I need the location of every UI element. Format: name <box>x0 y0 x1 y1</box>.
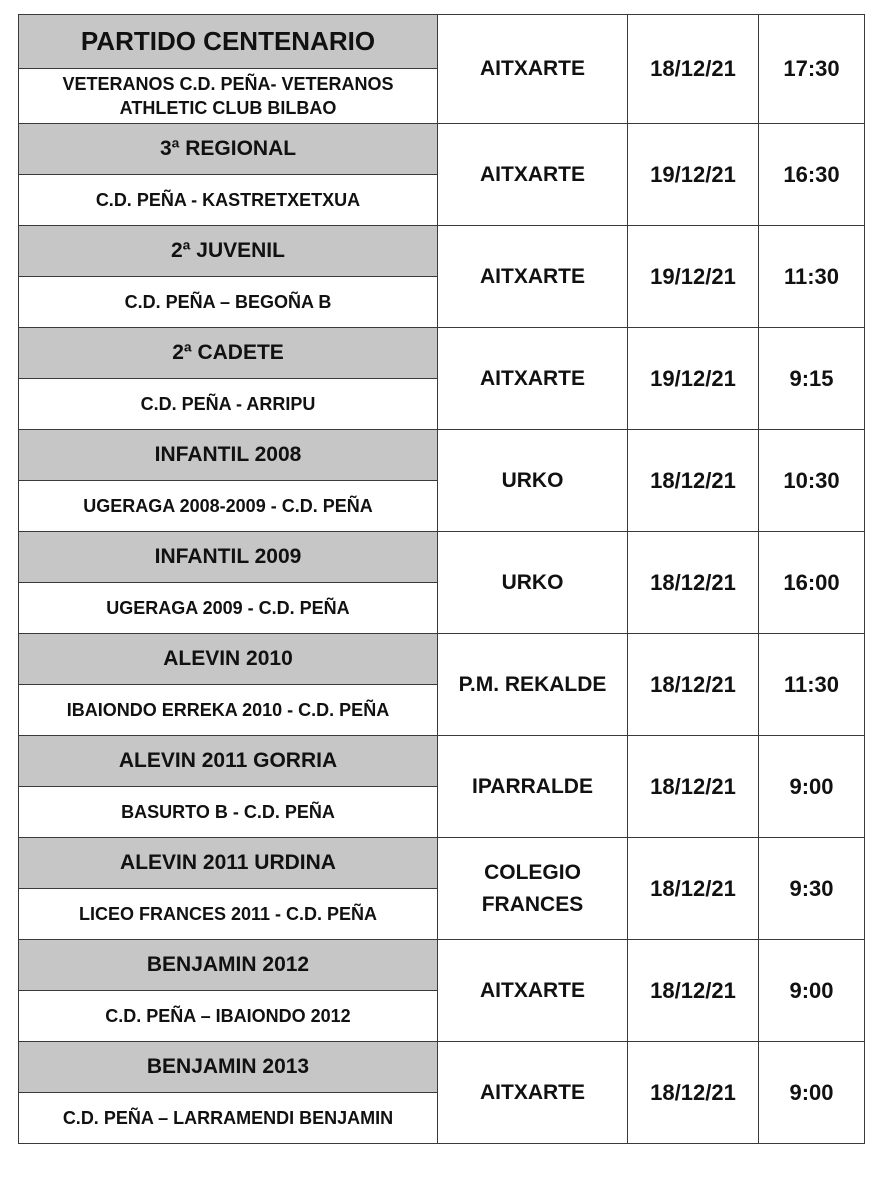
category-header: INFANTIL 2008 <box>19 430 438 481</box>
venue-cell: COLEGIO FRANCES <box>438 838 628 940</box>
date-cell: 19/12/21 <box>628 328 759 430</box>
match-teams: LICEO FRANCES 2011 - C.D. PEÑA <box>19 889 438 940</box>
category-row <box>19 532 865 583</box>
category-row <box>19 15 865 69</box>
match-teams: C.D. PEÑA – IBAIONDO 2012 <box>19 991 438 1042</box>
category-row <box>19 736 865 787</box>
schedule-body <box>19 15 865 1144</box>
match-teams: BASURTO B - C.D. PEÑA <box>19 787 438 838</box>
time-cell: 11:30 <box>759 634 865 736</box>
date-cell: 18/12/21 <box>628 15 759 124</box>
date-cell: 19/12/21 <box>628 124 759 226</box>
date-cell: 18/12/21 <box>628 430 759 532</box>
match-teams: C.D. PEÑA - ARRIPU <box>19 379 438 430</box>
venue-cell: P.M. REKALDE <box>438 634 628 736</box>
time-cell: 10:30 <box>759 430 865 532</box>
match-teams: IBAIONDO ERREKA 2010 - C.D. PEÑA <box>19 685 438 736</box>
category-header: ALEVIN 2010 <box>19 634 438 685</box>
match-teams: C.D. PEÑA – BEGOÑA B <box>19 277 438 328</box>
date-cell: 18/12/21 <box>628 634 759 736</box>
category-row <box>19 328 865 379</box>
date-cell: 18/12/21 <box>628 940 759 1042</box>
match-teams: C.D. PEÑA – LARRAMENDI BENJAMIN <box>19 1093 438 1144</box>
venue-cell: URKO <box>438 532 628 634</box>
date-cell: 19/12/21 <box>628 226 759 328</box>
category-row <box>19 1042 865 1093</box>
category-row <box>19 124 865 175</box>
category-row <box>19 634 865 685</box>
category-row <box>19 430 865 481</box>
time-cell: 11:30 <box>759 226 865 328</box>
match-teams: UGERAGA 2008-2009 - C.D. PEÑA <box>19 481 438 532</box>
date-cell: 18/12/21 <box>628 838 759 940</box>
date-cell: 18/12/21 <box>628 1042 759 1144</box>
category-header: ALEVIN 2011 URDINA <box>19 838 438 889</box>
time-cell: 9:15 <box>759 328 865 430</box>
match-schedule-table <box>18 14 865 1144</box>
category-header: 2ª CADETE <box>19 328 438 379</box>
match-teams: UGERAGA 2009 - C.D. PEÑA <box>19 583 438 634</box>
category-row <box>19 838 865 889</box>
venue-cell: AITXARTE <box>438 226 628 328</box>
match-teams: VETERANOS C.D. PEÑA- VETERANOS ATHLETIC CLUB BILBAO <box>19 69 438 124</box>
venue-cell: AITXARTE <box>438 15 628 124</box>
category-header: 3ª REGIONAL <box>19 124 438 175</box>
category-header: 2ª JUVENIL <box>19 226 438 277</box>
category-header: ALEVIN 2011 GORRIA <box>19 736 438 787</box>
venue-cell: IPARRALDE <box>438 736 628 838</box>
time-cell: 9:30 <box>759 838 865 940</box>
time-cell: 9:00 <box>759 736 865 838</box>
match-teams: C.D. PEÑA - KASTRETXETXUA <box>19 175 438 226</box>
time-cell: 9:00 <box>759 940 865 1042</box>
category-row <box>19 226 865 277</box>
category-row <box>19 940 865 991</box>
venue-cell: AITXARTE <box>438 940 628 1042</box>
time-cell: 17:30 <box>759 15 865 124</box>
category-header: BENJAMIN 2012 <box>19 940 438 991</box>
venue-cell: URKO <box>438 430 628 532</box>
date-cell: 18/12/21 <box>628 532 759 634</box>
time-cell: 16:00 <box>759 532 865 634</box>
venue-cell: AITXARTE <box>438 1042 628 1144</box>
time-cell: 16:30 <box>759 124 865 226</box>
venue-cell: AITXARTE <box>438 124 628 226</box>
date-cell: 18/12/21 <box>628 736 759 838</box>
category-header: BENJAMIN 2013 <box>19 1042 438 1093</box>
time-cell: 9:00 <box>759 1042 865 1144</box>
special-match-title: PARTIDO CENTENARIO <box>19 15 438 69</box>
category-header: INFANTIL 2009 <box>19 532 438 583</box>
venue-cell: AITXARTE <box>438 328 628 430</box>
